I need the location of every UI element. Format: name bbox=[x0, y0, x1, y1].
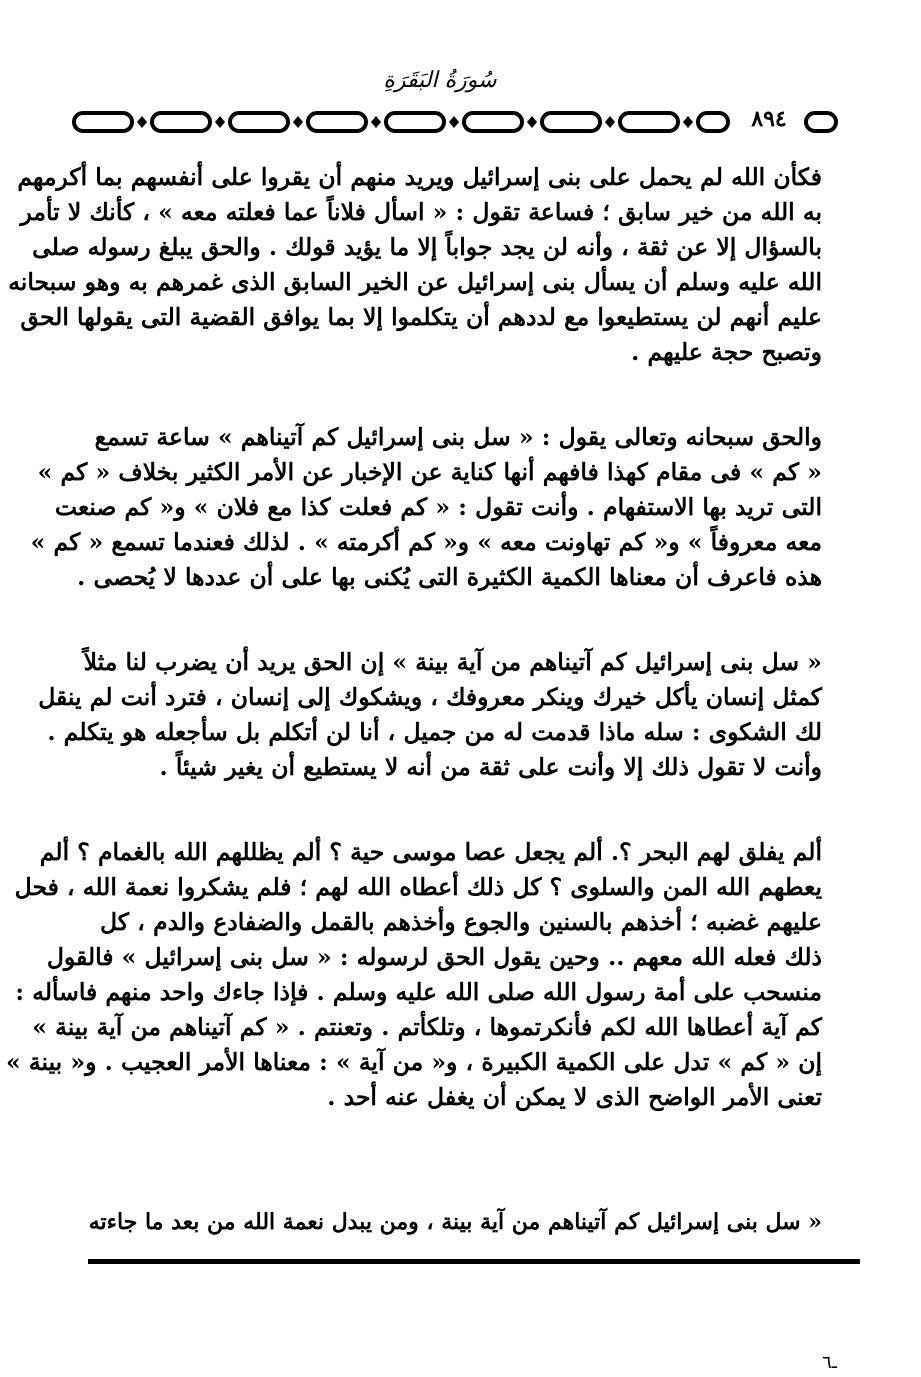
text-line: ألم يفلق لهم البحر ؟. ألم يجعل عصا موسى حية ؟ ألم يظللهم الله بالغمام ؟ ألم bbox=[39, 838, 822, 866]
text-line: فكأن الله لم يحمل على بنى إسرائيل ويريد منهم أن يقروا على أنفسهم بما أكرمهم bbox=[17, 163, 822, 191]
text-line: به الله من خير سابق ؛ فساعة تقول : « اسأل فلاناً عما فعلته معه » ، كأنك لا تأمر bbox=[20, 198, 822, 226]
page-number: ٨٩٤ bbox=[751, 106, 787, 132]
text-line: وأنت لا تقول ذلك إلا وأنت على ثقة من أنه لا يستطيع أن يغير شيئاً . bbox=[159, 753, 822, 781]
paragraph-1 bbox=[8, 160, 822, 370]
text-line: لك الشكوى : سله ماذا قدمت له من جميل ، أنا لن أتكلم بل سأجعله هو يتكلم . bbox=[47, 718, 822, 746]
main-text bbox=[6, 160, 822, 1115]
text-line: والحق سبحانه وتعالى يقول : « سل بنى إسرائيل كم آتيناهم » ساعة تسمع bbox=[94, 423, 822, 451]
text-line: عليهم غضبه ؛ أخذهم بالسنين والجوع وأخذهم بالقمل والضفادع والدم ، كل bbox=[100, 908, 822, 936]
text-line: كم آية أعطاها الله لكم فأنكرتموها ، وتلكأتم . وتعنتم . « كم آتيناهم من آية بينة » bbox=[32, 1013, 822, 1041]
text-line: إن « كم » تدل على الكمية الكبيرة ، و« من آية » : معناها الأمر العجيب . و« بينة » bbox=[6, 1048, 822, 1076]
text-line: عليم أنهم لن يستطيعوا مع لددهم أن يتكلموا إلا بما يوافق القضية التى يقولها الحق bbox=[20, 303, 822, 331]
ornamental-header-border bbox=[70, 108, 840, 136]
text-line: منسحب على أمة رسول الله صلى الله عليه وسلم . فإذا جاءك واحد منهم فاسأله : bbox=[15, 978, 822, 1006]
text-line: هذه فاعرف أن معناها الكمية الكثيرة التى يُكنى بها على أن عددها لا يُحصى . bbox=[77, 563, 822, 591]
text-line: بالسؤال إلا عن ثقة ، وأنه لن يجد جواباً إلا ما يؤيد قولك . والحق يبلغ رسوله صلى bbox=[32, 233, 822, 261]
paragraph-4 bbox=[6, 835, 822, 1115]
text-line: تعنى الأمر الواضح الذى لا يمكن أن يغفل عنه أحد . bbox=[327, 1083, 822, 1111]
text-line: كمثل إنسان يأكل خيرك وينكر معروفك ، ويشكوك إلى إنسان ، فترد أنت لم ينقل bbox=[38, 683, 822, 711]
paragraph-2 bbox=[30, 420, 822, 595]
text-line: معه معروفاً » و« كم تهاونت معه » و« كم أكرمته » . لذلك فعندما تسمع « كم » bbox=[30, 528, 822, 556]
footnote: « سل بنى إسرائيل كم آتيناهم من آية بينة ، ومن يبدل نعمة الله من بعد ما جاءته bbox=[88, 1209, 822, 1235]
paragraph-3 bbox=[38, 645, 822, 785]
text-line: ذلك فعله الله معهم .. وحين يقول الحق لرسوله : « سل بنى إسرائيل » فالقول bbox=[46, 943, 822, 971]
text-line: الله عليه وسلم أن يسأل بنى إسرائيل عن الخير السابق الذى غمرهم به وهو سبحانه bbox=[8, 268, 822, 296]
text-line: « سل بنى إسرائيل كم آتيناهم من آية بينة » إن الحق يريد أن يضرب لنا مثلاً bbox=[83, 648, 822, 676]
text-line: التى تريد بها الاستفهام . وأنت تقول : « كم فعلت كذا مع فلان » و« كم صنعت bbox=[54, 493, 822, 521]
text-line: يعطهم الله المن والسلوى ؟ كل ذلك أعطاه الله لهم ؛ فلم يشكروا نعمة الله ، فحل bbox=[14, 873, 822, 901]
surah-title: سُورَةُ البَقَرَةِ bbox=[383, 68, 497, 93]
text-line: وتصبح حجة عليهم . bbox=[631, 338, 822, 366]
footnote-rule bbox=[88, 1259, 860, 1264]
text-line: « كم » فى مقام كهذا فافهم أنها كناية عن الإخبار عن الأمر الكثير بخلاف « كم » bbox=[37, 458, 822, 486]
corner-mark: ـ٦ bbox=[822, 1352, 837, 1373]
